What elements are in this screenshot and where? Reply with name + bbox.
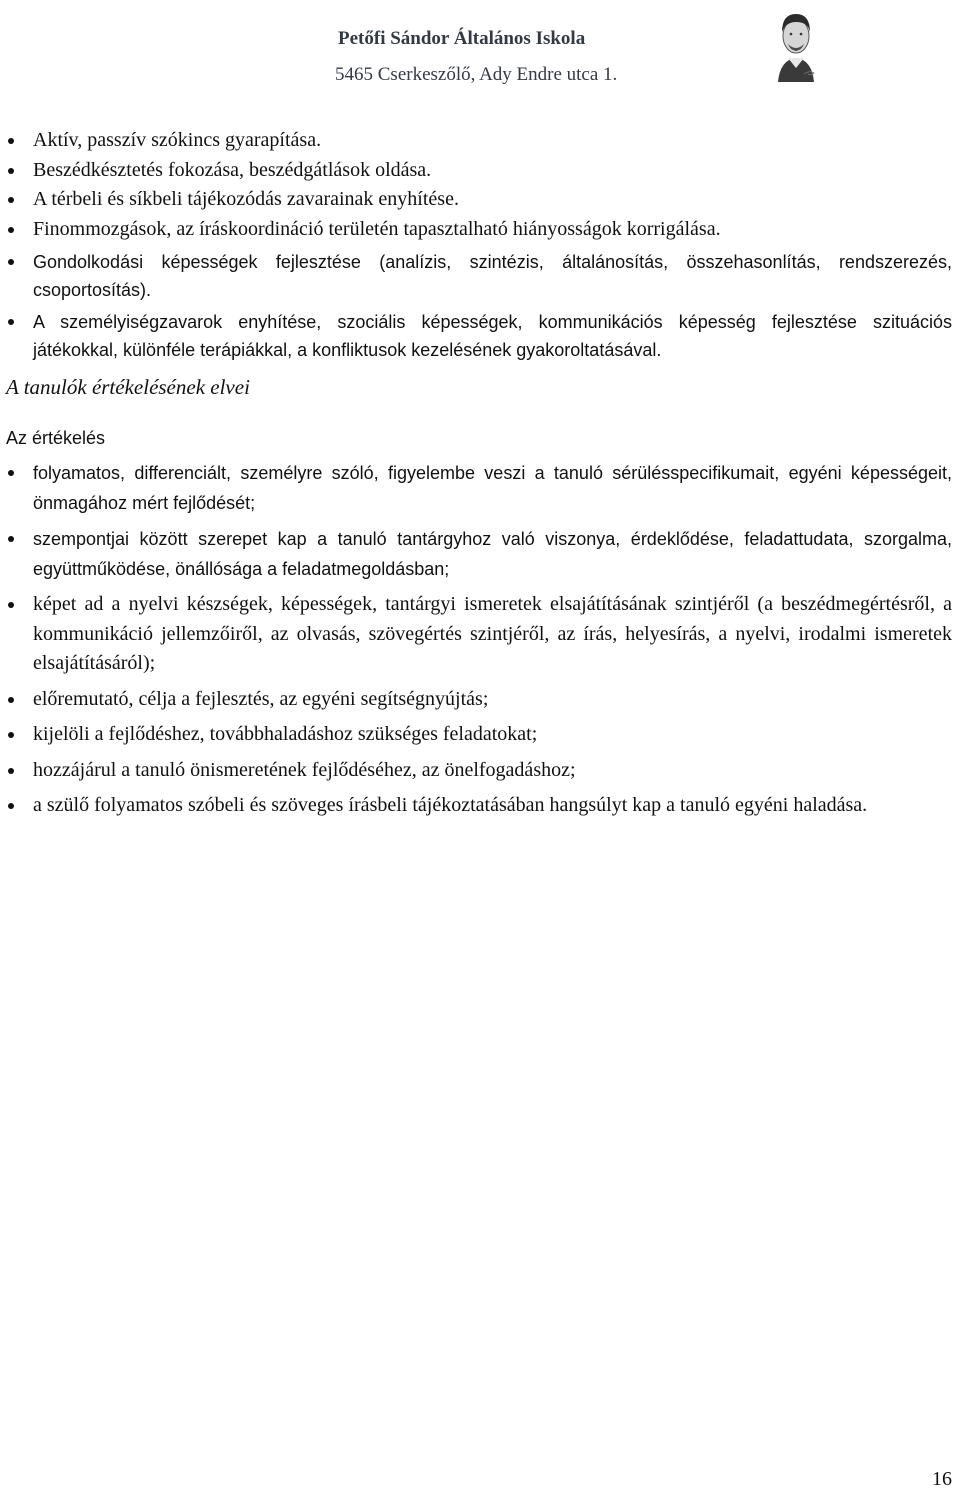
list-item: szempontjai között szerepet kap a tanuló tantárgyhoz való viszonya, érdeklődése, feladattudata, szorgalma, együttműködése, önállósága a feladatmegoldásban; [6,524,952,584]
evaluation-principles-list [6,458,952,821]
list-item: Finommozgások, az íráskoordináció területén tapasztalható hiányosságok korrigálása. [6,215,952,245]
list-item: előremutató, célja a fejlesztés, az egyéni segítségnyújtás; [6,685,952,715]
list-item: folyamatos, differenciált, személyre szóló, figyelembe veszi a tanuló sérülésspecifikumait, egyéni képességeit, önmagához mért fejlődését; [6,458,952,518]
list-item: Beszédkésztetés fokozása, beszédgátlások oldása. [6,156,952,186]
school-name: Petőfi Sándor Általános Iskola [338,28,586,49]
school-address: 5465 Cserkeszőlő, Ady Endre utca 1. [335,64,618,85]
document-body [6,126,952,827]
list-item: hozzájárul a tanuló önismeretének fejlődéséhez, az önelfogadáshoz; [6,756,952,786]
page-number: 16 [932,1468,952,1490]
list-item: képet ad a nyelvi készségek, képességek, tantárgyi ismeretek elsajátításának szintjéről (a beszédmegértésről, a kommunikáció jellemzőiről, az olvasás, szövegértés szintjéről, az írás, helyesírás, a nyelvi, irodalmi ismeretek elsajátításáról); [6,590,952,679]
list-item: Aktív, passzív szókincs gyarapítása. [6,126,952,156]
development-goals-list [6,126,952,364]
list-item: Gondolkodási képességek fejlesztése (analízis, szintézis, általánosítás, összehasonlítás, rendszerezés, csoportosítás). [6,248,952,304]
list-item: kijelöli a fejlődéshez, továbbhaladáshoz szükséges feladatokat; [6,720,952,750]
list-item: A személyiségzavarok enyhítése, szociális képességek, kommunikációs képesség fejlesztése szituációs játékokkal, különféle terápiákkal, a konfliktusok kezelésének gyakoroltatásával. [6,308,952,364]
intro-text: Az értékelés [6,428,106,449]
portrait-image [764,2,828,84]
list-item: A térbeli és síkbeli tájékozódás zavarainak enyhítése. [6,185,952,215]
section-heading: A tanulók értékelésének elvei [6,375,250,400]
list-item: a szülő folyamatos szóbeli és szöveges írásbeli tájékoztatásában hangsúlyt kap a tanuló egyéni haladása. [6,791,952,821]
